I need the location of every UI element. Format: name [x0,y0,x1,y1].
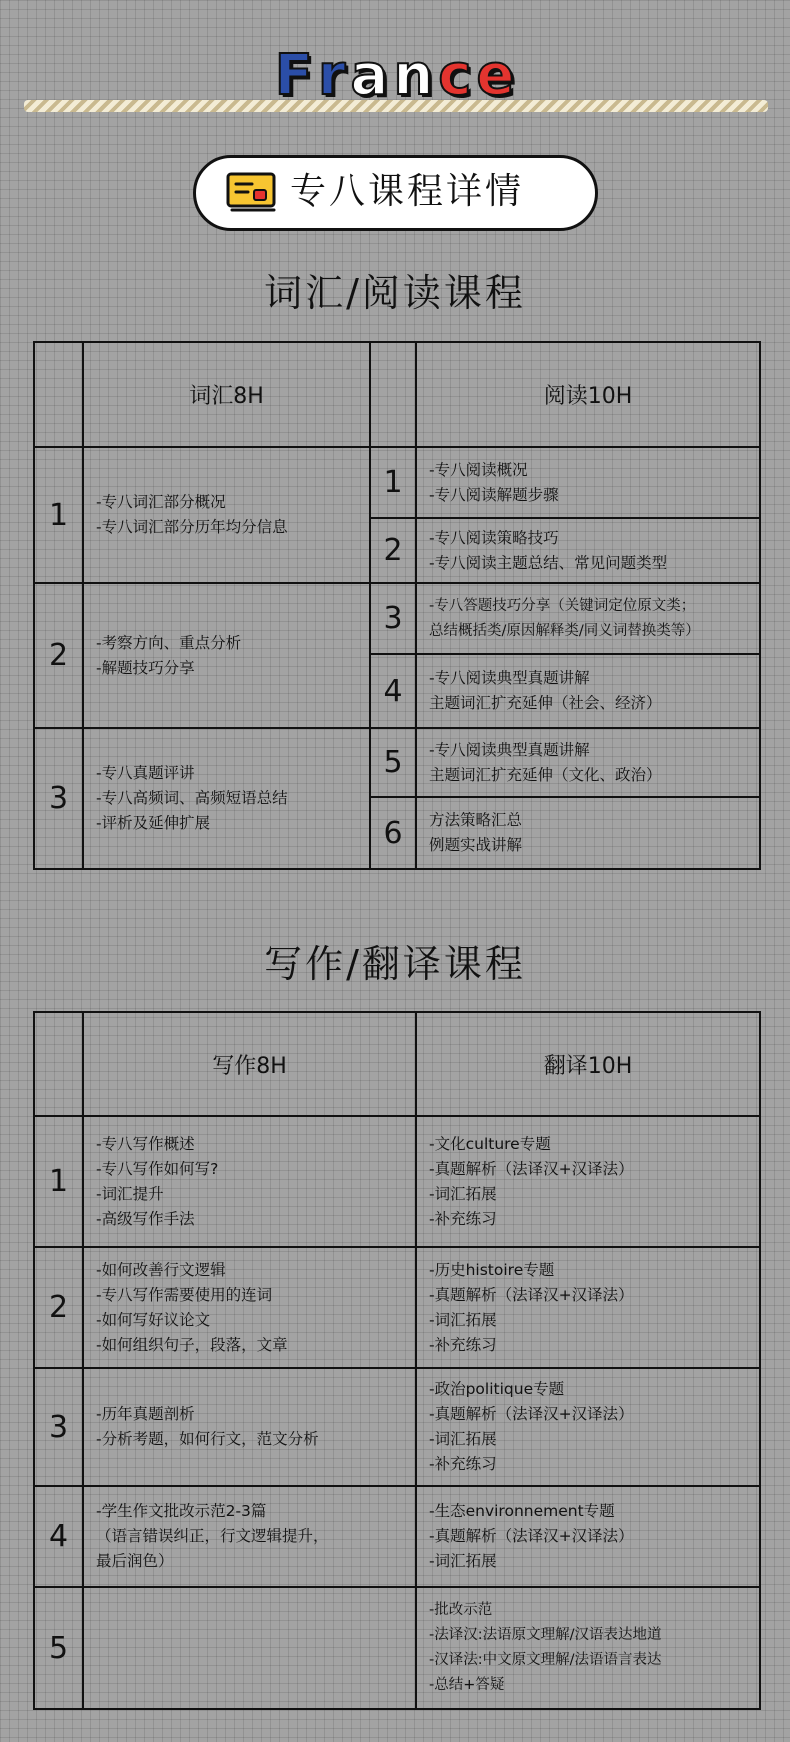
list-item: 例题实战讲解 [429,836,523,854]
list-item: -真题解析（法译汉+汉译法） [429,1405,634,1423]
writing-session-cell [83,1587,416,1709]
france-logo [0,44,790,108]
list-item: -总结+答疑 [429,1677,505,1693]
list-item: -文化culture专题 [429,1134,551,1153]
session-number: 4 [370,654,416,728]
list-item: -专八写作如何写? [96,1159,219,1178]
session-number: 6 [370,797,416,869]
list-item: -专八阅读典型真题讲解 [429,740,590,759]
list-item: -真题解析（法译汉+汉译法） [429,1159,634,1178]
list-item: -专八阅读解题步骤 [429,485,559,504]
list-item: -高级写作手法 [96,1209,195,1228]
session-number: 2 [370,518,416,583]
section-title-vocab-reading: 词汇/阅读课程 [264,271,526,315]
logo-letter: e [476,43,516,108]
writing-session-cell [83,1486,416,1587]
course-title: 专八课程详情 [290,171,525,212]
logo-letter: n [393,43,435,108]
corner-cell [34,1012,83,1116]
logo-letter: r [317,43,347,108]
vocab-reading-table [33,341,761,870]
list-item: -历史histoire专题 [429,1260,555,1279]
translation-session-cell [416,1587,760,1709]
translation-header: 翻译10H [416,1012,760,1116]
session-number: 5 [370,728,416,797]
corner-cell [34,342,83,447]
list-item: -专八阅读典型真题讲解 [429,669,590,687]
list-item: 主题词汇扩充延伸（文化、政治） [429,765,662,784]
list-item: -生态environnement专题 [429,1502,615,1520]
list-item: -批改示范 [429,1602,493,1618]
list-item: 最后润色） [96,1552,174,1570]
list-item: -法译汉:法语原文理解/汉语表达地道 [429,1627,662,1643]
list-item: -词汇拓展 [429,1184,497,1203]
list-item: -汉译法:中文原文理解/法语语言表达 [429,1652,662,1668]
list-item: -考察方向、重点分析 [96,633,242,652]
reading-header: 阅读10H [416,342,760,447]
list-item: -政治politique专题 [429,1380,565,1398]
list-item: -专八写作需要使用的连词 [96,1285,273,1304]
translation-session-cell [416,1486,760,1587]
reading-session-cell [416,583,760,654]
list-item: -如何改善行文逻辑 [96,1260,226,1279]
list-item: -专八阅读概况 [429,460,528,479]
list-item: -词汇拓展 [429,1310,497,1329]
list-item: -如何组织句子，段落，文章 [96,1335,288,1354]
list-item: -专八高频词、高频短语总结 [96,789,288,807]
list-item: -专八答题技巧分享（关键词定位原文类； [429,597,696,614]
session-number: 3 [370,583,416,654]
list-item: -补充练习 [429,1455,497,1473]
list-item: -学生作文批改示范2-3篇 [96,1502,267,1520]
writing-header: 写作8H [83,1012,416,1116]
list-item: -真题解析（法译汉+汉译法） [429,1285,634,1304]
writing-session-cell [83,1247,416,1368]
list-item: -如何写好议论文 [96,1310,211,1329]
writing-session-cell [83,1116,416,1247]
list-item: -专八真题评讲 [96,764,195,782]
list-item: 总结概括类/原因解释类/同义词替换类等） [429,622,700,639]
vocab-session-cell [83,728,370,869]
list-item: 方法策略汇总 [429,811,523,829]
list-item: -词汇拓展 [429,1552,497,1570]
session-number: 3 [34,1368,83,1486]
list-item: -解题技巧分享 [96,658,195,677]
logo-letter: a [350,43,390,108]
list-item: -专八词汇部分概况 [96,493,226,511]
session-number: 2 [34,583,83,728]
vocab-header: 词汇8H [83,342,370,447]
reading-session-cell [416,728,760,797]
translation-session-cell [416,1247,760,1368]
session-number: 1 [34,1116,83,1247]
session-number: 1 [370,447,416,518]
logo-letter: F [274,43,314,108]
translation-session-cell [416,1368,760,1486]
list-item: -专八阅读主题总结、常见问题类型 [429,553,668,572]
list-item: -补充练习 [429,1335,497,1354]
writing-session-cell [83,1368,416,1486]
list-item: 主题词汇扩充延伸（社会、经济） [429,694,662,712]
reading-session-cell [416,447,760,518]
session-number: 4 [34,1486,83,1587]
logo-letter: c [438,43,473,108]
blackboard-icon [226,170,278,216]
session-number: 3 [34,728,83,869]
session-number: 1 [34,447,83,583]
list-item: -专八阅读策略技巧 [429,528,559,547]
writing-translation-table [33,1011,761,1710]
translation-session-cell [416,1116,760,1247]
list-item: -分析考题，如何行文，范文分析 [96,1430,319,1448]
reading-session-cell [416,797,760,869]
vocab-session-cell [83,447,370,583]
list-item: -历年真题剖析 [96,1405,195,1423]
section-title-writing-translation: 写作/翻译课程 [264,942,526,986]
vocab-session-cell [83,583,370,728]
list-item: -词汇拓展 [429,1430,497,1448]
reading-session-cell [416,518,760,583]
list-item: -评析及延伸扩展 [96,814,211,832]
session-number: 2 [34,1247,83,1368]
list-item: -专八词汇部分历年均分信息 [96,518,288,536]
session-number: 5 [34,1587,83,1709]
list-item: -词汇提升 [96,1184,164,1203]
reading-session-cell [416,654,760,728]
list-item: （语言错误纠正，行文逻辑提升， [96,1527,329,1545]
corner-cell [370,342,416,447]
list-item: -专八写作概述 [96,1134,195,1153]
list-item: -真题解析（法译汉+汉译法） [429,1527,634,1545]
list-item: -补充练习 [429,1209,497,1228]
